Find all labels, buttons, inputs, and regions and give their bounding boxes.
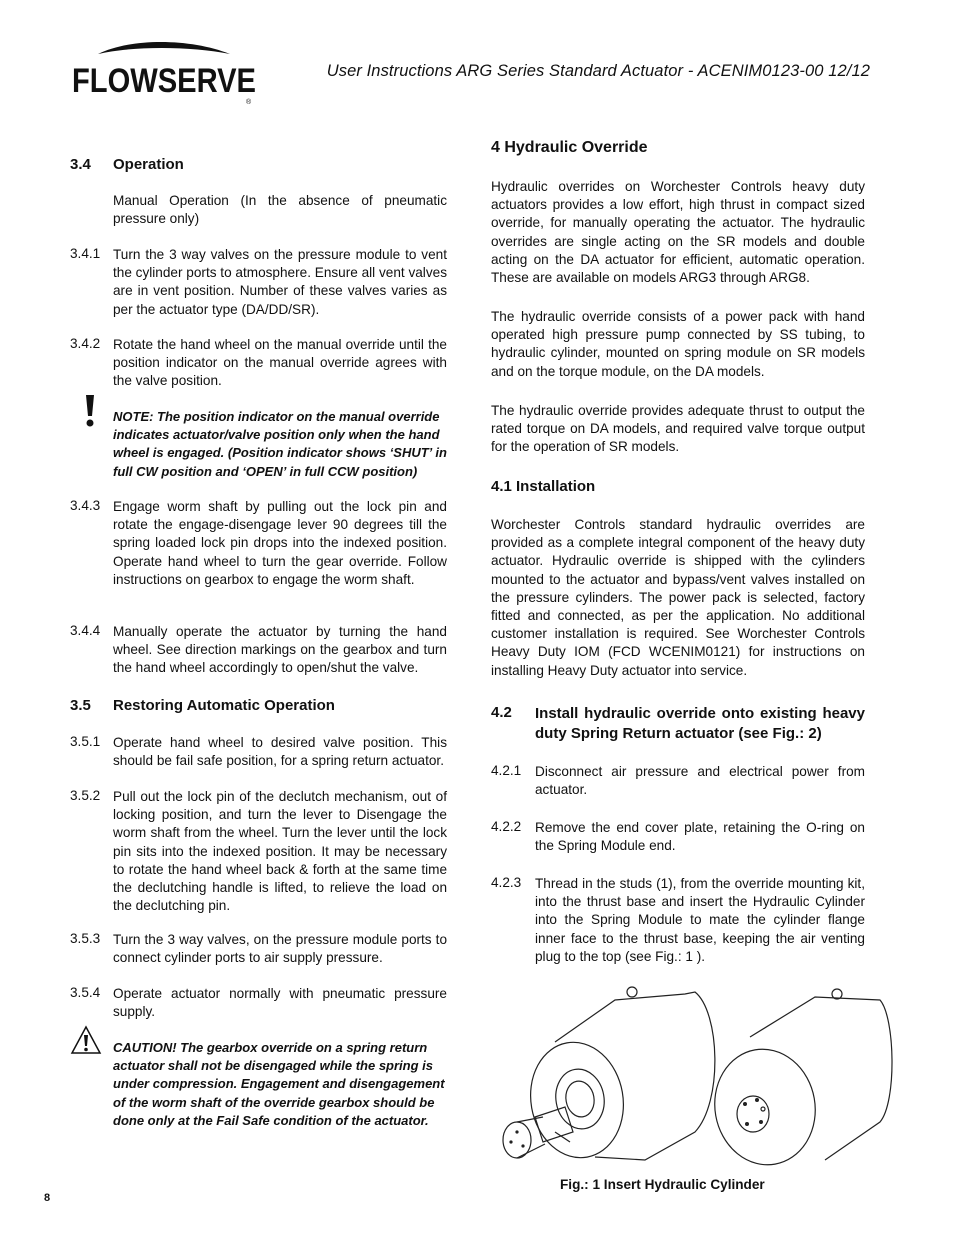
figure-caption: Fig.: 1 Insert Hydraulic Cylinder	[560, 1177, 765, 1192]
svg-text:®: ®	[246, 99, 252, 106]
step-3-5-4-number: 3.5.4	[70, 985, 101, 1000]
warning-icon	[70, 1025, 102, 1055]
section-4-title: 4 Hydraulic Override	[491, 139, 648, 156]
section-3-4-number: 3.4	[70, 156, 91, 173]
step-3-5-3-text: Turn the 3 way valves, on the pressure module ports to connect cylinder ports to air supply pressure.	[113, 932, 447, 966]
section-4-1-title: 4.1 Installation	[491, 478, 596, 495]
step-3-4-2-text: Rotate the hand wheel on the manual override until the position indicator on the manual override agrees with the valve position.	[113, 337, 447, 389]
step-3-4-3-number: 3.4.3	[70, 498, 101, 513]
caution-gearbox-override: CAUTION! The gearbox override on a spring return actuator shall not be disengaged while the spring is under compression. Engagement and disengagement of the worm shaft of the override gearbox should be done only at the Fail Safe condition of the actuator.	[113, 1040, 445, 1128]
exclamation-icon	[83, 394, 97, 428]
hydraulic-cylinder-figure	[495, 982, 895, 1172]
logo-text: FLOWSERVE	[72, 62, 256, 100]
step-3-4-3-text: Engage worm shaft by pulling out the lock pin and rotate the engage-disengage lever 90 degrees till the spring loaded lock pin drops into the indexed position. Operate hand wheel to turn the gear override. Follow instructions on gearbox to engage the worm shaft.	[113, 499, 447, 587]
step-4-2-2-text: Remove the end cover plate, retaining the O-ring on the Spring Module end.	[535, 820, 865, 854]
step-4-2-3-number: 4.2.3	[491, 875, 522, 890]
step-3-5-2-number: 3.5.2	[70, 788, 101, 803]
section-3-4-title: Operation	[113, 156, 184, 173]
hydraulic-override-paragraph-2: The hydraulic override consists of a power pack with hand operated high pressure pump connected by SS tubing, to hydraulic cylinder, mounted on spring module on SR models and on the torque module, on the DA models.	[491, 309, 865, 379]
hydraulic-override-paragraph-1: Hydraulic overrides on Worchester Controls heavy duty actuators provides a low effort, high thrust in compact sized override, for manually operating the actuator. The hydraulic overrides are single acting on the SR models and double acting on the DA actuator for efficient, automatic operation. These are available on models ARG3 through ARG8.	[491, 179, 865, 286]
step-3-5-2-text: Pull out the lock pin of the declutch mechanism, out of locking position, and turn the lever to Disengage the worm shaft from the wheel. Turn the lever until the lock pin sits into the indexed position. It may be necessary to rotate the hand wheel back & forth at the same time the declutching handle is lifted, to relieve the load on the declutching pin.	[113, 789, 447, 914]
hydraulic-override-paragraph-3: The hydraulic override provides adequate thrust to output the rated torque on DA models, and required valve torque output for the operation of SR models.	[491, 403, 865, 455]
step-3-5-3-number: 3.5.3	[70, 931, 101, 946]
step-4-2-2-number: 4.2.2	[491, 819, 522, 834]
section-3-5-title: Restoring Automatic Operation	[113, 697, 335, 714]
section-3-5-number: 3.5	[70, 697, 91, 714]
step-3-4-2-number: 3.4.2	[70, 336, 101, 351]
step-3-4-1-number: 3.4.1	[70, 246, 101, 261]
step-3-4-4-text: Manually operate the actuator by turning the hand wheel. See direction markings on the gearbox and turn the hand wheel accordingly to open/shut the valve.	[113, 624, 447, 676]
page-number: 8	[44, 1192, 51, 1204]
note-position-indicator: NOTE: The position indicator on the manual override indicates actuator/valve position only when the hand wheel is engaged. (Position indicator shows ‘SHUT’ in full CW position and ‘OPEN’ in full CCW position)	[113, 409, 447, 479]
section-4-2-number: 4.2	[491, 704, 512, 721]
step-3-5-1-number: 3.5.1	[70, 734, 101, 749]
step-3-5-4-text: Operate actuator normally with pneumatic pressure supply.	[113, 986, 447, 1020]
installation-paragraph: Worchester Controls standard hydraulic overrides are provided as a complete integral component of the heavy duty actuator. Hydraulic override is shipped with the cylinders mounted to the actuator and bypass/vent valves installed on the pressure cylinders. The power pack is selected, factory fitted and connected, as per the application. No additional customer installation is required. See Worchester Controls Heavy Duty IOM (FCD WCENIM0121) for instructions on installing Heavy Duty actuator into service.	[491, 517, 865, 678]
flowserve-logo	[70, 40, 260, 110]
step-3-5-1-text: Operate hand wheel to desired valve position. This should be fail safe position, for a spring return actuator.	[113, 735, 447, 769]
step-4-2-1-text: Disconnect air pressure and electrical power from actuator.	[535, 764, 865, 798]
section-4-2-title: Install hydraulic override onto existing heavy duty Spring Return actuator (see Fig.: 2)	[535, 705, 865, 742]
manual-operation-intro: Manual Operation (In the absence of pneumatic pressure only)	[113, 193, 447, 227]
step-3-4-4-number: 3.4.4	[70, 623, 101, 638]
step-3-4-1-text: Turn the 3 way valves on the pressure module to vent the cylinder ports to atmosphere. Ensure all vent valves are in vent position. Number of these valves varies as per the actuator type (DA/DD/SR).	[113, 247, 447, 317]
header-title: User Instructions ARG Series Standard Actuator - ACENIM0123-00 12/12	[326, 62, 870, 80]
step-4-2-3-text: Thread in the studs (1), from the override mounting kit, into the thrust base and insert the Hydraulic Cylinder into the Spring Module to mate the cylinder flange inner face to the thrust base, keeping the air venting plug to the top (see Fig.: 1 ).	[535, 876, 865, 964]
step-4-2-1-number: 4.2.1	[491, 763, 522, 778]
